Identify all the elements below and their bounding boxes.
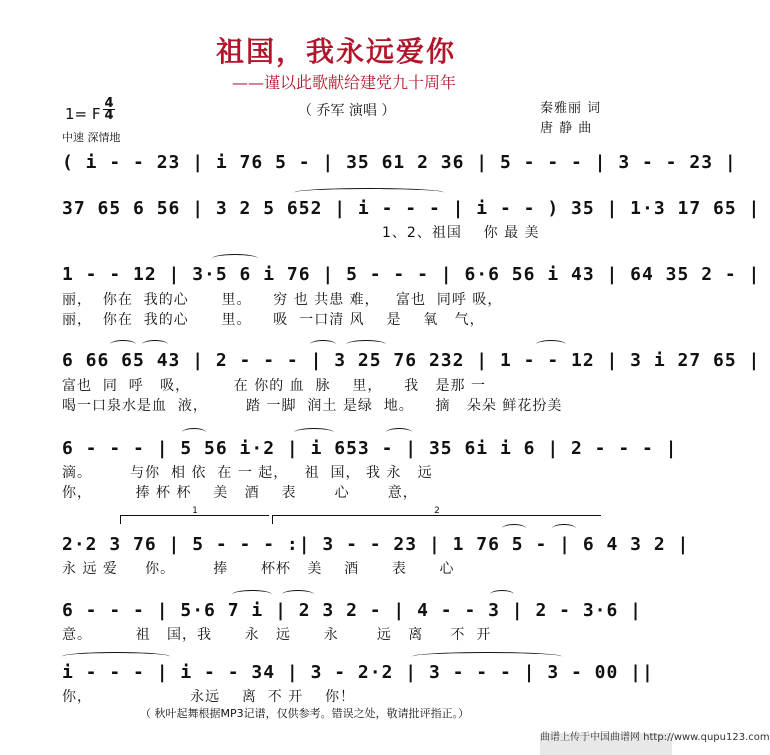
staff-row-7 <box>62 594 643 624</box>
tempo-marking: 中速 深情地 <box>62 131 121 144</box>
slur-arc <box>182 428 206 437</box>
performer-credit: （ 乔军 演唱 ） <box>298 103 396 119</box>
volta-second-ending: 2 <box>272 515 601 524</box>
slur-arc <box>142 340 168 349</box>
staff-row-1 <box>62 146 737 176</box>
slur-arc <box>110 340 136 349</box>
site-watermark: 曲谱上传于中国曲谱网 http://www.qupu123.com <box>540 733 672 755</box>
slur-arc <box>232 590 272 599</box>
notes-row-1: ( i - - 23 | i 76 5 - | 35 61 2 36 | 5 - - - | 3 - - 23 | <box>62 152 737 173</box>
composer-credit: 唐 静 曲 <box>540 121 593 136</box>
time-signature <box>103 98 115 121</box>
time-signature-bottom: 4 <box>104 108 114 123</box>
staff-row-3 <box>62 258 761 288</box>
slur-arc <box>346 340 386 349</box>
staff-row-8 <box>62 656 654 686</box>
staff-row-4 <box>62 344 761 374</box>
lyric-row-5-verse-2: 你， 捧 杯 杯 美 酒 表 心 意， <box>62 485 418 501</box>
slur-arc <box>212 254 258 263</box>
lyric-row-8: 你， 永远 离 不 开 你！ <box>62 689 356 705</box>
slur-arc <box>536 340 566 349</box>
tie-arc <box>412 652 562 661</box>
slur-arc <box>294 428 334 437</box>
song-title: 祖国，我永远爱你 <box>215 35 456 68</box>
notes-row-8: i - - - | i - - 34 | 3 - 2·2 | 3 - - - | 3 - 00 || <box>62 662 654 683</box>
notes-row-3: 1 - - 12 | 3·5 6 i 76 | 5 - - - | 6·6 56 i 43 | 64 35 2 - | <box>62 264 761 285</box>
lyricist-credit: 秦雅丽 词 <box>540 101 602 116</box>
tie-arc <box>294 188 444 197</box>
lyric-row-4-verse-1: 富也 同 呼 吸， 在 你的 血 脉 里， 我 是那 一 <box>62 378 486 394</box>
slur-arc <box>310 340 336 349</box>
staff-row-5 <box>62 432 678 462</box>
notes-row-7: 6 - - - | 5·6 7 i | 2 3 2 - | 4 - - 3 | 2 - 3·6 | <box>62 600 643 621</box>
footnote: （ 秋叶起舞根据MP3记谱，仅供参考。错误之处，敬请批评指正。） <box>140 707 470 720</box>
staff-row-2 <box>62 192 761 222</box>
notes-row-2: 37 65 6 56 | 3 2 5 652 | i - - - | i - - ) 35 | 1·3 17 65 | <box>62 198 761 219</box>
lyric-row-6: 永 远 爱 你。 捧 杯杯 美 酒 表 心 <box>62 561 455 577</box>
time-signature-top: 4 <box>104 96 114 111</box>
slur-arc <box>552 524 576 533</box>
tie-arc <box>62 652 170 661</box>
slur-arc <box>490 590 514 599</box>
slur-arc <box>502 524 526 533</box>
lyric-row-7: 意。 祖 国，我 永 远 永 远 离 不 开 <box>62 627 492 643</box>
staff-row-6 <box>62 528 690 558</box>
slur-arc <box>386 428 412 437</box>
notes-row-5: 6 - - - | 5 56 i·2 | i 653 - | 35 6i i 6 | 2 - - - | <box>62 438 678 459</box>
lyric-row-3-verse-1: 丽， 你在 我的心 里。 穷 也 共患 难， 富也 同呼 吸， <box>62 292 503 308</box>
lyric-row-4-verse-2: 喝一口泉水是血 液， 踏 一脚 润土 是绿 地。 摘 朵朵 鲜花扮美 <box>62 398 563 414</box>
notes-row-4: 6 66 65 43 | 2 - - - | 3 25 76 232 | 1 - - 12 | 3 i 27 65 | <box>62 350 761 371</box>
lyric-row-2-verse: 1、2、祖国 你 最 美 <box>382 225 540 241</box>
key-signature: 1= F <box>65 105 101 123</box>
song-subtitle: ——谨以此歌献给建党九十周年 <box>232 73 457 92</box>
slur-arc <box>282 590 314 599</box>
lyric-row-3-verse-2: 丽， 你在 我的心 里。 吸 一口清 风 是 氧 气， <box>62 312 485 328</box>
lyric-row-5-verse-1: 滴。 与你 相 依 在 一 起， 祖 国， 我 永 远 <box>62 465 433 481</box>
volta-first-ending: 1 <box>120 515 269 524</box>
notes-row-6: 2·2 3 76 | 5 - - - :| 3 - - 23 | 1 76 5 - | 6 4 3 2 | <box>62 534 690 555</box>
